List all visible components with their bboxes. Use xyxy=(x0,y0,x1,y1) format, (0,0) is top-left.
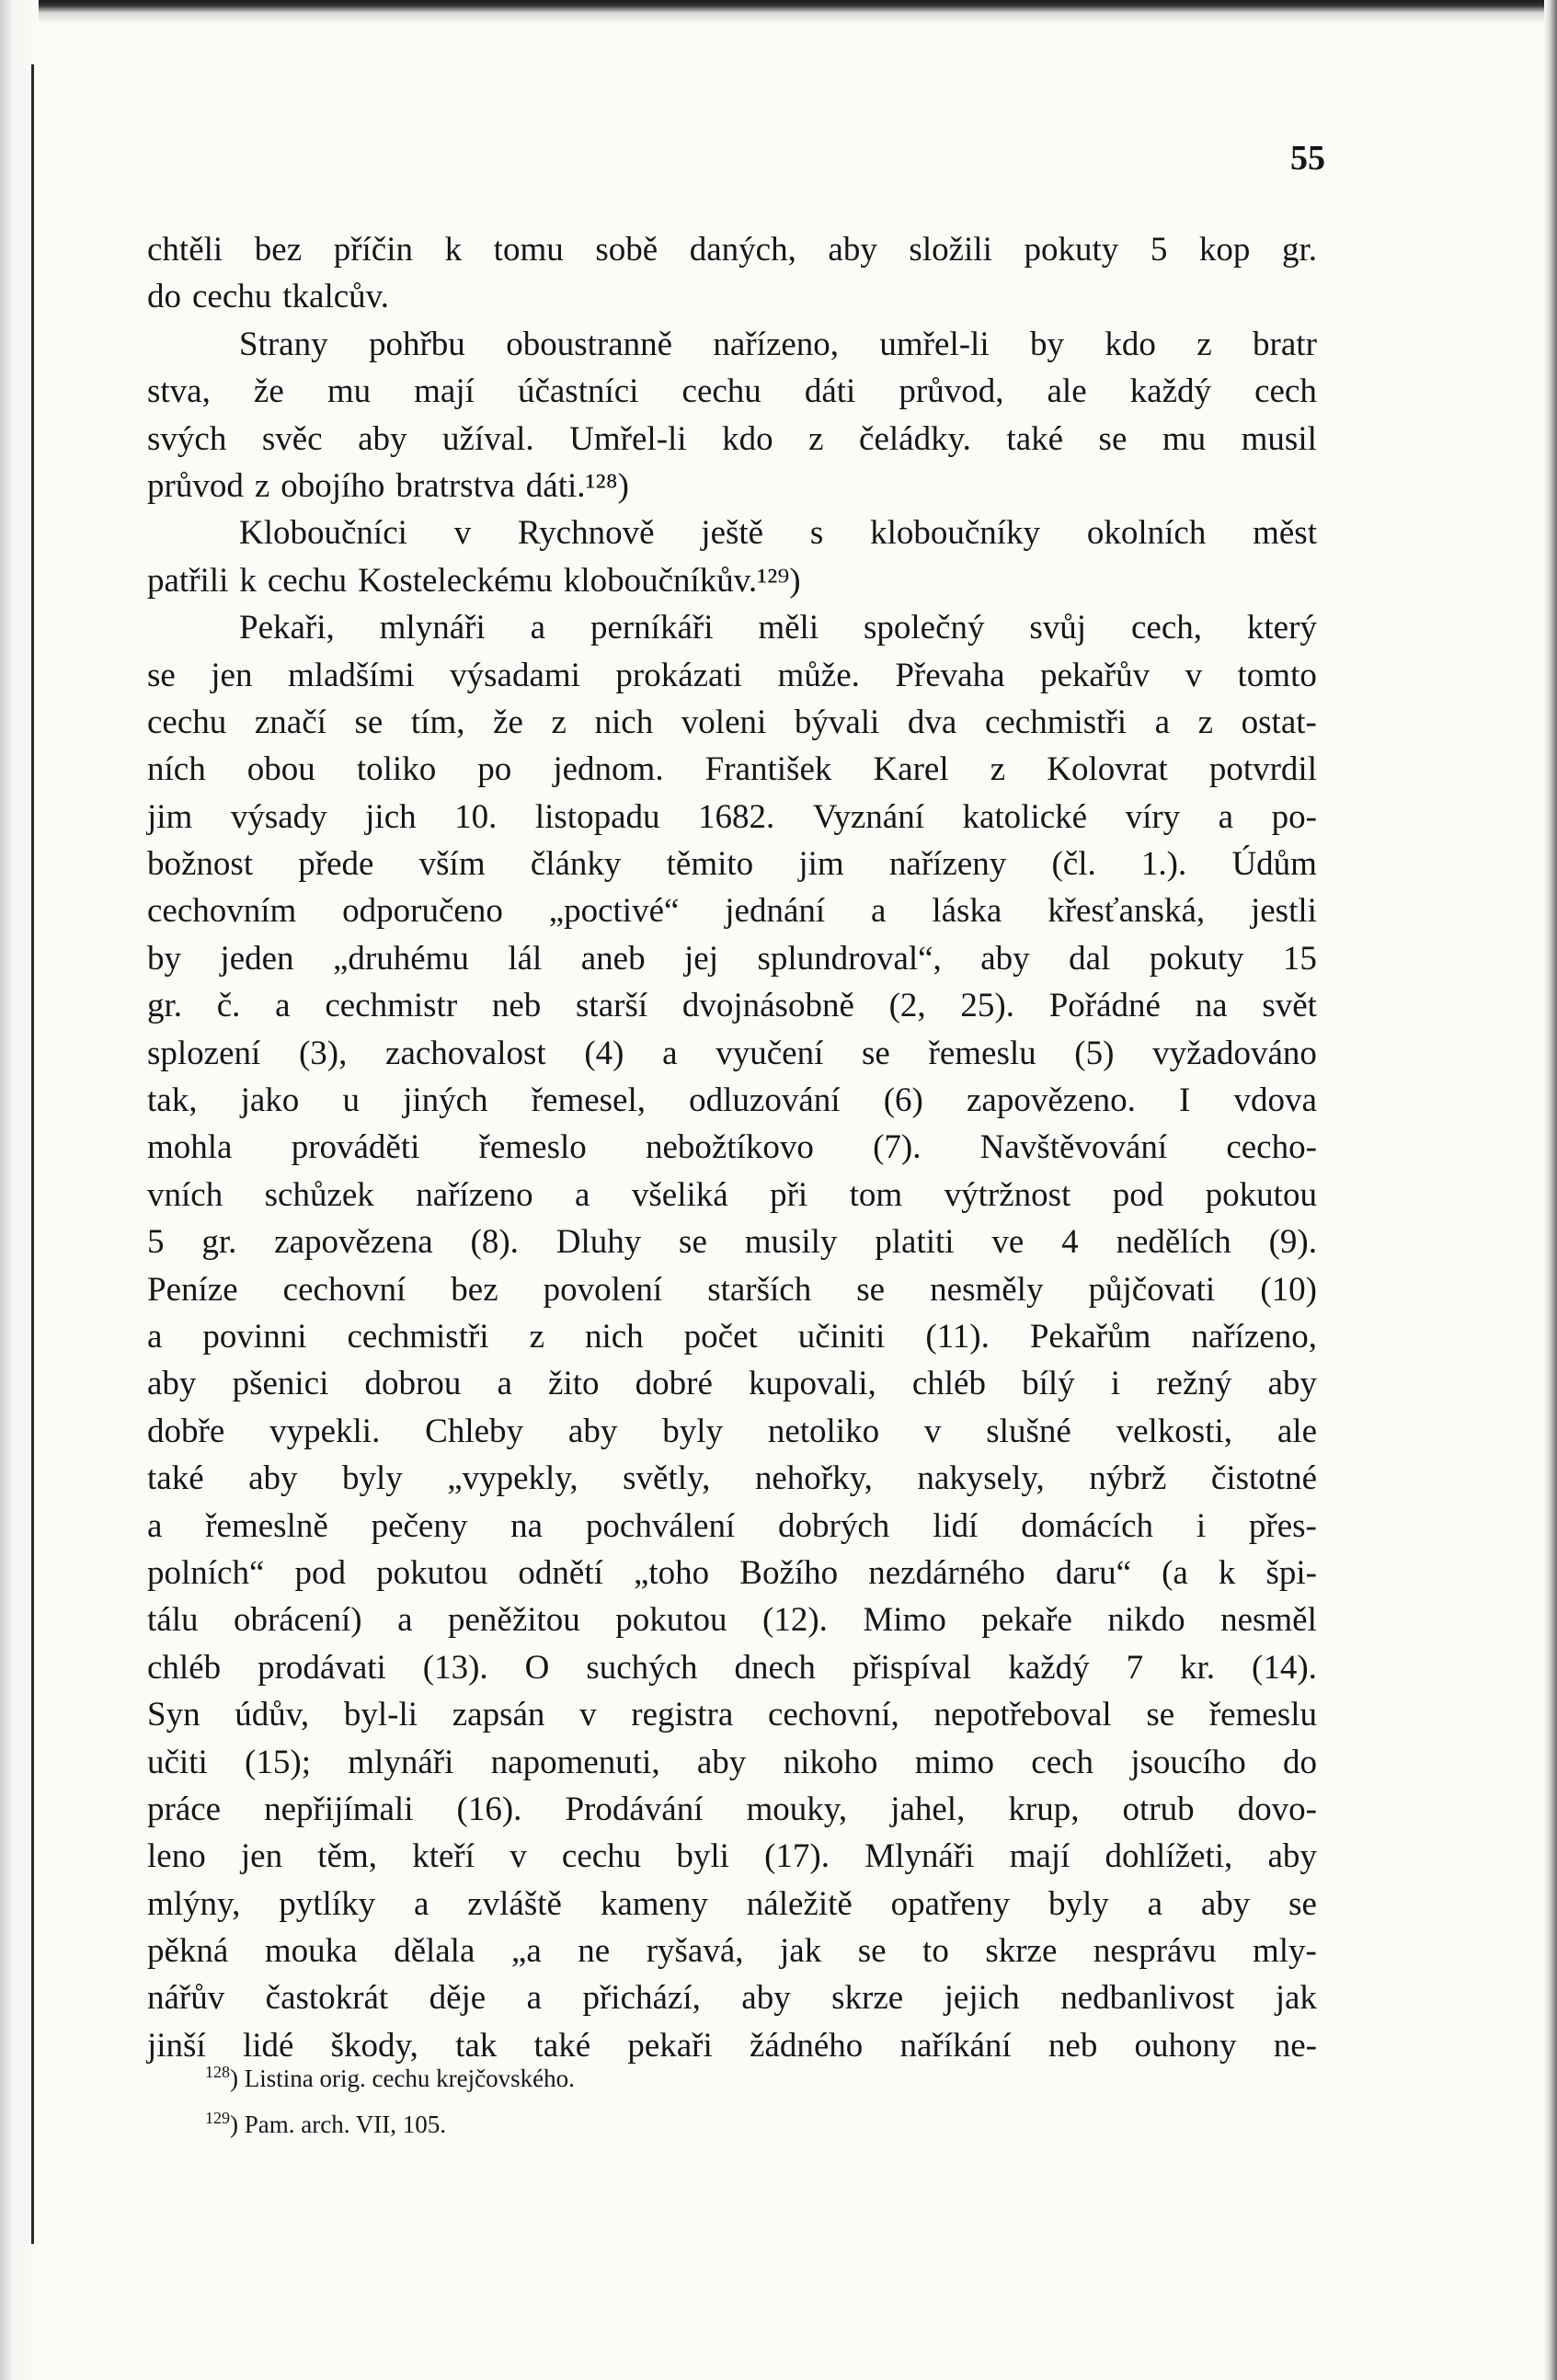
text-line: cechu značí se tím, že z nich voleni bývali dva cechmistři a z ostat- xyxy=(147,703,1317,741)
text-line: pěkná mouka dělala „a ne ryšavá, jak se to skrze nesprávu mly- xyxy=(147,1932,1317,1971)
text-line: tálu obrácení) a peněžitou pokutou (12). Mimo pekaře nikdo nesměl xyxy=(147,1601,1317,1640)
text-line: do cechu tkalcův. xyxy=(147,278,390,316)
text-line: průvod z obojího bratrstva dáti.¹²⁸) xyxy=(147,466,629,505)
text-line: vních schůzek nařízeno a všeliká při tom výtržnost pod pokutou xyxy=(147,1175,1317,1214)
text-line: mlýny, pytlíky a zvláště kameny náležitě opatřeny byly a aby se xyxy=(147,1884,1317,1923)
text-line: božnost přede vším články těmito jim nařízeny (čl. 1.). Údům xyxy=(147,845,1317,884)
footnote-text: ) Pam. arch. VII, 105. xyxy=(230,2111,446,2138)
text-line: aby pšenici dobrou a žito dobré kupovali, chléb bílý i režný aby xyxy=(147,1365,1317,1403)
footnotes xyxy=(205,2053,575,2145)
text-line: splození (3), zachovalost (4) a vyučení se řemeslu (5) vyžadováno xyxy=(147,1034,1317,1072)
text-line: jim výsady jich 10. listopadu 1682. Vyznání katolické víry a po- xyxy=(147,797,1317,836)
text-line: dobře vypekli. Chleby aby byly netoliko v slušné velkosti, ale xyxy=(147,1412,1317,1450)
text-line: se jen mladšími výsadami prokázati může. Převaha pekařův v tomto xyxy=(147,656,1317,694)
text-line: chléb prodávati (13). O suchých dnech přispíval každý 7 kr. (14). xyxy=(147,1648,1317,1687)
text-line: gr. č. a cechmistr neb starší dvojnásobně (2, 25). Pořádné na svět xyxy=(147,987,1317,1025)
text-line: Strany pohřbu oboustranně nařízeno, umřel-li by kdo z bratr xyxy=(239,325,1317,363)
text-line: Kloboučníci v Rychnově ještě s kloboučníky okolních měst xyxy=(239,514,1317,553)
text-line: Peníze cechovní bez povolení starších se nesměly půjčovati (10) xyxy=(147,1270,1317,1309)
text-line: učiti (15); mlynáři napomenuti, aby nikoho mimo cech jsoucího do xyxy=(147,1743,1317,1781)
footnote-text: ) Listina orig. cechu krejčovského. xyxy=(230,2065,575,2092)
scan-top-edge xyxy=(0,0,1557,24)
text-line: tak, jako u jiných řemesel, odluzování (6) zapovězeno. I vdova xyxy=(147,1081,1317,1120)
text-line: stva, že mu mají účastníci cechu dáti průvod, ale každý cech xyxy=(147,372,1317,411)
footnote xyxy=(205,2099,575,2145)
page-number: 55 xyxy=(1290,139,1325,177)
text-line: mohla prováděti řemeslo nebožtíkovo (7). Navštěvování cecho- xyxy=(147,1128,1317,1167)
text-line: svých svěc aby užíval. Umřel-li kdo z čeládky. také se mu musil xyxy=(147,419,1317,458)
text-line: Pekaři, mlynáři a perníkáři měli společný svůj cech, který xyxy=(239,609,1317,647)
text-line: 5 gr. zapovězena (8). Dluhy se musily platiti ve 4 nedělích (9). xyxy=(147,1223,1317,1262)
text-line: práce nepřijímali (16). Prodávání mouky, jahel, krup, otrub dovo- xyxy=(147,1790,1317,1828)
text-line: a povinni cechmistři z nich počet učiniti (11). Pekařům nařízeno, xyxy=(147,1317,1317,1356)
text-line: jinší lidé škody, tak také pekaři žádného naříkání neb ouhony ne- xyxy=(147,2026,1317,2065)
scan-right-edge xyxy=(1544,0,1557,2380)
text-line: patřili k cechu Kosteleckému kloboučníkův.¹²⁹) xyxy=(147,561,801,600)
text-line: chtěli bez příčin k tomu sobě daných, aby složili pokuty 5 kop gr. xyxy=(147,231,1317,269)
text-line: a řemeslně pečeny na pochválení dobrých lidí domácích i přes- xyxy=(147,1506,1317,1545)
body-text xyxy=(147,226,1317,2069)
binding-rule xyxy=(31,64,34,2244)
text-line: cechovním odporučeno „poctivé“ jednání a láska křesťanská, jestli xyxy=(147,892,1317,931)
text-line: Syn údův, byl-li zapsán v registra cechovní, nepotřeboval se řemeslu xyxy=(147,1696,1317,1734)
text-line: polních“ pod pokutou odnětí „toho Božího nezdárného daru“ (a k špi- xyxy=(147,1553,1317,1592)
text-line: leno jen těm, kteří v cechu byli (17). Mlynáři mají dohlížeti, aby xyxy=(147,1837,1317,1876)
text-line: nářův častokrát děje a přichází, aby skrze jejich nedbanlivost jak xyxy=(147,1979,1317,2018)
footnote-number: 129 xyxy=(205,2109,230,2127)
text-line: také aby byly „vypekly, světly, nehořky, nakysely, nýbrž čistotné xyxy=(147,1459,1317,1498)
footnote xyxy=(205,2053,575,2099)
footnote-number: 128 xyxy=(205,2063,230,2081)
text-line: by jeden „druhému lál aneb jej splundroval“, aby dal pokuty 15 xyxy=(147,939,1317,978)
text-line: ních obou toliko po jednom. František Karel z Kolovrat potvrdil xyxy=(147,750,1317,789)
